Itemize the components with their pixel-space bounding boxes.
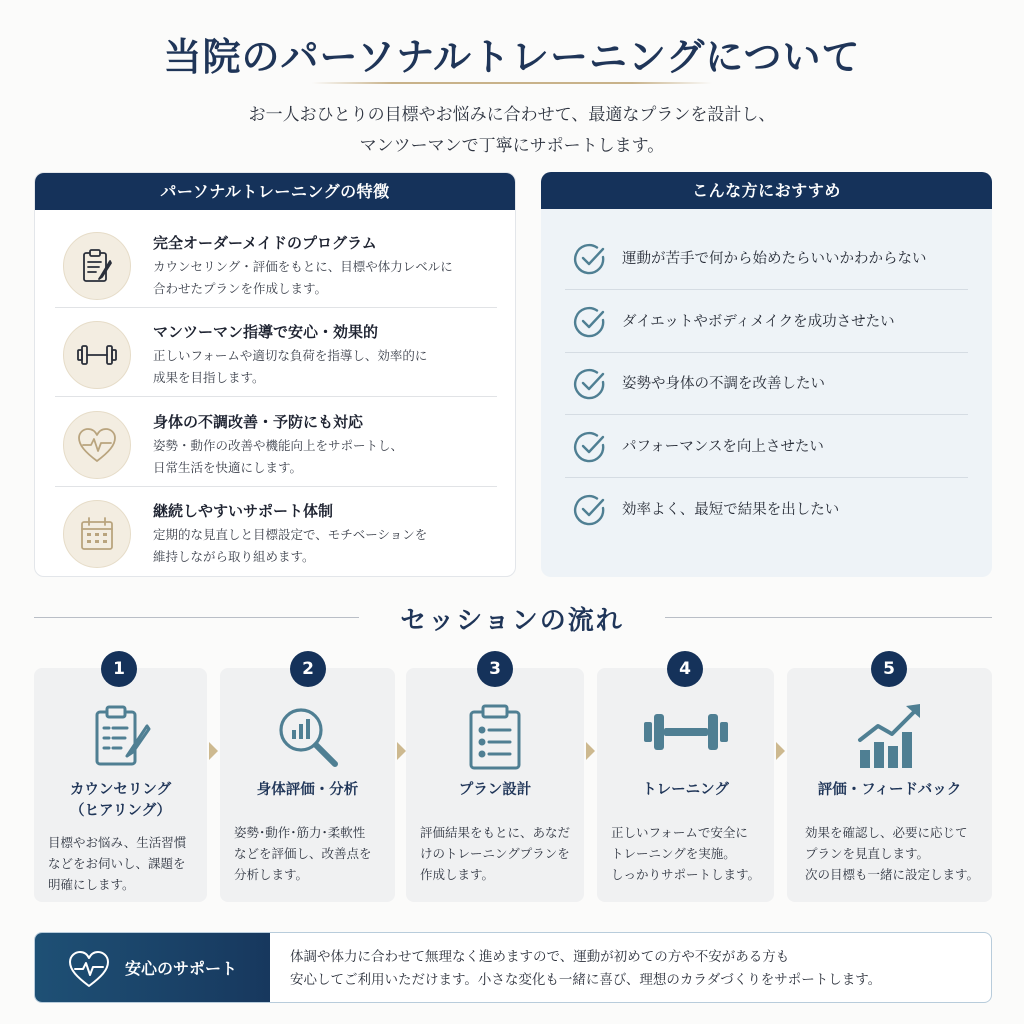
clipboard-pen-icon bbox=[63, 232, 131, 300]
features-card bbox=[34, 172, 516, 577]
recommend-text: パフォーマンスを向上させたい bbox=[622, 439, 824, 455]
feature-desc-line: 成果を目指します。 bbox=[153, 370, 265, 385]
step-description bbox=[420, 822, 574, 885]
feature-item bbox=[55, 399, 497, 487]
step-desc-line: などをお伺いし、課題を bbox=[48, 856, 186, 871]
chevron-right-icon bbox=[209, 742, 218, 760]
divider bbox=[55, 307, 497, 308]
support-text-line: 体調や体力に合わせて無理なく進めますので、運動が初めての方や不安がある方も bbox=[290, 949, 790, 965]
recommend-text: ダイエットやボディメイクを成功させたい bbox=[622, 314, 895, 330]
divider bbox=[55, 486, 497, 487]
check-circle-icon bbox=[573, 367, 607, 401]
divider bbox=[565, 289, 968, 290]
growth-chart-icon bbox=[787, 702, 992, 774]
flow-step-4 bbox=[597, 668, 774, 902]
dumbbell-icon bbox=[63, 321, 131, 389]
step-desc-line: 作成します。 bbox=[420, 867, 495, 882]
page-title: 当院のパーソナルトレーニングについて bbox=[163, 34, 861, 79]
step-title-line: カウンセリング bbox=[69, 782, 172, 798]
step-number-1: 1 bbox=[101, 651, 137, 687]
support-text-line: 安心してご利用いただけます。小さな変化も一緒に喜び、理想のカラダづくりをサポートします。 bbox=[290, 972, 882, 988]
recommend-item bbox=[565, 228, 968, 290]
support-label: 安心のサポート bbox=[125, 959, 238, 978]
recommend-item bbox=[565, 291, 968, 353]
support-text bbox=[290, 946, 881, 992]
step-desc-line: 分析します。 bbox=[234, 867, 309, 882]
step-desc-line: 評価結果をもとに、あなだ bbox=[420, 825, 571, 840]
recommend-item bbox=[565, 416, 968, 478]
feature-desc-line: 日常生活を快適にします。 bbox=[153, 460, 303, 475]
intro-line-2: マンツーマンで丁寧にサポートします。 bbox=[359, 136, 665, 156]
feature-title: 完全オーダーメイドのプログラム bbox=[153, 234, 377, 252]
chevron-right-icon bbox=[586, 742, 595, 760]
checklist-icon bbox=[406, 702, 584, 774]
step-title bbox=[34, 780, 207, 822]
feature-desc-line: カウンセリング・評価をもとに、目標や体力レベルに bbox=[153, 259, 453, 274]
flow-heading: セッションの流れ bbox=[400, 606, 624, 636]
step-desc-line: 姿勢･動作･筋力･柔軟性 bbox=[234, 825, 366, 840]
magnifier-chart-icon bbox=[220, 702, 395, 774]
features-heading: パーソナルトレーニングの特徴 bbox=[35, 173, 515, 210]
divider bbox=[565, 414, 968, 415]
step-title: 身体評価・分析 bbox=[256, 782, 359, 798]
check-circle-icon bbox=[573, 430, 607, 464]
feature-title: 身体の不調改善・予防にも対応 bbox=[153, 413, 364, 431]
step-title: トレーニング bbox=[642, 782, 729, 798]
step-number-3: 3 bbox=[477, 651, 513, 687]
flow-step-5 bbox=[787, 668, 992, 902]
step-number-2: 2 bbox=[290, 651, 326, 687]
step-description bbox=[611, 822, 764, 885]
calendar-icon bbox=[63, 500, 131, 568]
feature-title: 継続しやすいサポート体制 bbox=[153, 502, 334, 520]
feature-desc-line: 定期的な見直しと目標設定で、モチベーションを bbox=[153, 527, 428, 542]
dumbbell-icon bbox=[597, 702, 774, 774]
recommend-card bbox=[541, 172, 992, 577]
support-banner bbox=[34, 932, 992, 1003]
check-circle-icon bbox=[573, 493, 607, 527]
divider bbox=[55, 396, 497, 397]
clipboard-pen-icon bbox=[34, 702, 207, 774]
intro-line-1: お一人おひとりの目標やお悩みに合わせて、最適なプランを設計し、 bbox=[248, 105, 776, 125]
recommend-item bbox=[565, 353, 968, 415]
step-desc-line: などを評価し、改善点を bbox=[234, 846, 372, 861]
step-desc-line: 明確にします。 bbox=[48, 877, 135, 892]
recommend-item bbox=[565, 479, 968, 541]
title-underline bbox=[312, 82, 712, 84]
support-label-panel bbox=[35, 933, 270, 1002]
intro-text bbox=[0, 100, 1024, 162]
step-desc-line: 正しいフォームで安全に bbox=[611, 825, 748, 840]
step-desc-line: 目標やお悩み、生活習慣 bbox=[48, 835, 187, 850]
feature-desc-line: 正しいフォームや適切な負荷を指導し、効率的に bbox=[153, 348, 428, 363]
step-description bbox=[48, 832, 197, 895]
feature-description bbox=[153, 524, 493, 568]
check-circle-icon bbox=[573, 242, 607, 276]
step-number-5: 5 bbox=[871, 651, 907, 687]
recommend-text: 運動が苦手で何から始めたらいいかわからない bbox=[622, 251, 927, 267]
heart-pulse-icon bbox=[67, 947, 111, 991]
feature-description bbox=[153, 345, 493, 389]
recommend-text: 姿勢や身体の不調を改善したい bbox=[622, 376, 825, 392]
step-description bbox=[234, 822, 385, 885]
step-number-4: 4 bbox=[667, 651, 703, 687]
recommend-heading: こんな方におすすめ bbox=[541, 172, 992, 209]
step-title: プラン設計 bbox=[458, 782, 532, 798]
feature-title: マンツーマン指導で安心・効果的 bbox=[153, 323, 379, 341]
feature-description bbox=[153, 435, 493, 479]
step-desc-line: けのトレーニングプランを bbox=[420, 846, 570, 861]
step-desc-line: 効果を確認し、必要に応じて bbox=[805, 825, 968, 840]
chevron-right-icon bbox=[397, 742, 406, 760]
heart-pulse-icon bbox=[63, 411, 131, 479]
feature-desc-line: 合わせたプランを作成します。 bbox=[153, 281, 328, 296]
step-title: 評価・フィードバック bbox=[817, 782, 962, 798]
step-desc-line: しっかりサポートします。 bbox=[611, 867, 761, 882]
flow-step-1 bbox=[34, 668, 207, 902]
feature-desc-line: 姿勢・動作の改善や機能向上をサポートし、 bbox=[153, 438, 404, 453]
flow-step-2 bbox=[220, 668, 395, 902]
divider bbox=[565, 477, 968, 478]
check-circle-icon bbox=[573, 305, 607, 339]
feature-item bbox=[55, 488, 497, 576]
feature-item bbox=[55, 220, 497, 308]
feature-item bbox=[55, 309, 497, 397]
feature-desc-line: 維持しながら取り組めます。 bbox=[153, 549, 315, 564]
step-description bbox=[805, 822, 982, 885]
step-desc-line: プランを見直します。 bbox=[805, 846, 930, 861]
step-desc-line: 次の目標も一緒に設定します。 bbox=[805, 867, 980, 882]
feature-description bbox=[153, 256, 493, 300]
step-title-sub: （ヒアリング） bbox=[69, 803, 172, 819]
step-desc-line: トレーニングを実施。 bbox=[611, 846, 736, 861]
chevron-right-icon bbox=[776, 742, 785, 760]
recommend-text: 効率よく、最短で結果を出したい bbox=[622, 502, 840, 518]
flow-step-3 bbox=[406, 668, 584, 902]
